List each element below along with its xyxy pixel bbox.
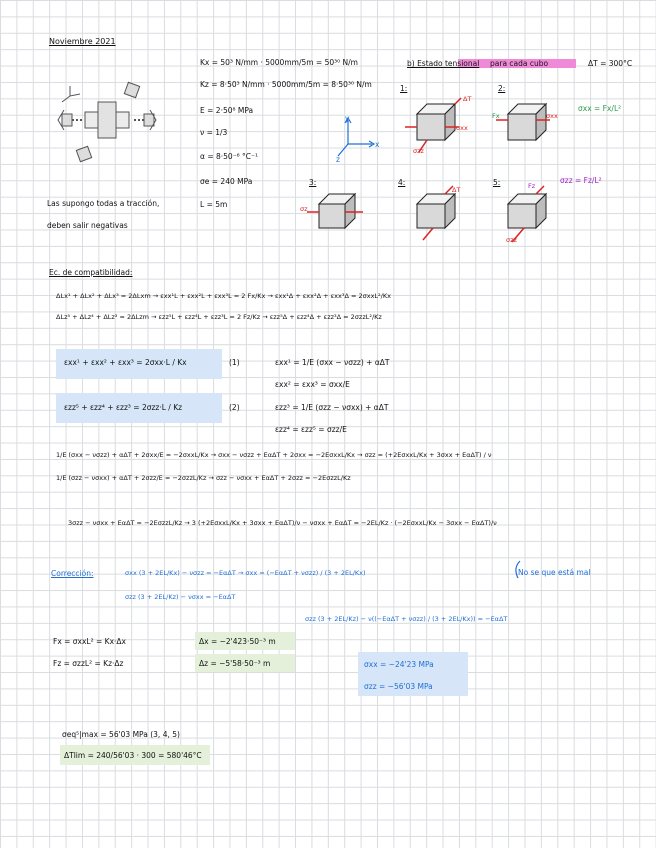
strain-2: εxx² = εxx³ = σxx/E (275, 380, 350, 389)
boxed-eq-2: εzz⁵ + εzz⁴ + εzz³ = 2σzz·L / Kz (64, 403, 183, 412)
compat-title: Ec. de compatibilidad: (49, 268, 133, 277)
strain-4: εzz⁴ = εzz⁵ = σzz/E (275, 425, 347, 434)
boxed-eq-1: εxx¹ + εxx² + εxx³ = 2σxx·L / Kx (64, 358, 187, 367)
boxed-eq-1-tag: (1) (229, 358, 240, 367)
given-sigma-e: σe = 240 MPa (200, 177, 253, 186)
cube2-equation: σxx = Fx/L² (578, 104, 622, 113)
cube2-sxx: σxx (546, 112, 558, 120)
force-z: Fz = σzzL² = Kz·Δz (53, 659, 124, 668)
cube4-dt: ΔT (452, 186, 461, 194)
force-z-result: Δz = −5'58·50⁻³ m (199, 659, 271, 668)
cube-3 (305, 190, 375, 240)
cube-4 (405, 186, 475, 242)
correction-3: σzz (3 + 2EL/Kz) − ν((−EαΔT + νσzz) / (3 + 2EL/Kx)) = −EαΔT (305, 615, 508, 623)
cube1-sxx: σxx (456, 124, 468, 132)
given-L: L = 5m (200, 200, 228, 209)
date-heading: Noviembre 2021 (49, 37, 116, 46)
cube-label-5: 5: (493, 178, 501, 187)
strain-1: εxx¹ = 1/E (σxx − νσzz) + αΔT (275, 358, 390, 367)
cube3-sz: σz (300, 205, 308, 213)
derivation-3: 3σzz − νσxx + EαΔT = −2EσzzL/Kz → 3 (+2EσxxL/Kx + 3σxx + EαΔT)/ν − νσxx + EαΔT = −2EL/Kz · (−2EσxxL/Kx − 3σxx − EαΔT)/ν (68, 519, 497, 527)
remark-bracket (512, 560, 522, 580)
axis-x-label: x (375, 140, 380, 149)
cube-label-4: 4: (398, 178, 406, 187)
cube-2 (496, 96, 566, 156)
cube5-szz: σzz (506, 236, 517, 244)
cube-label-2: 2: (498, 84, 506, 93)
compat-line-1: ΔLx¹ + ΔLx² + ΔLx³ = 2ΔLxm → εxx¹L + εxx²L + εxx³L = 2 Fx/Kx → εxx¹Δ + εxx²Δ + εxx³Δ = 2σxxL²/Kx (56, 292, 391, 300)
assembly-sketch (40, 74, 180, 166)
strain-3: εzz³ = 1/E (σzz − νσxx) + αΔT (275, 403, 389, 412)
derivation-1: 1/E (σxx − νσzz) + αΔT + 2σxx/E = −2σxxL/Kx → σxx − νσzz + EαΔT + 2σxx = −2EσxxL/Kx → σzz = (+2EσxxL/Kx + 3σxx + EαΔT) / ν (56, 451, 492, 459)
axis-y-label: y (345, 114, 350, 123)
given-alpha: α = 8·50⁻⁶ °C⁻¹ (200, 152, 258, 161)
boxed-eq-2-tag: (2) (229, 403, 240, 412)
stress-title-prefix: b) Estado tensional (407, 59, 480, 68)
given-nu: ν = 1/3 (200, 128, 228, 137)
final-dt-lim: ΔTlim = 240/56'03 · 300 = 580'46°C (64, 751, 202, 760)
correction-label: Corrección: (51, 569, 94, 578)
cube-label-3: 3: (309, 178, 317, 187)
cube2-fx: Fx (492, 112, 500, 120)
final-seq: σeq⁵|max = 56'03 MPa (3, 4, 5) (62, 730, 180, 739)
given-kx: Kx = 50³ N/mm · 5000mm/5m = 50³⁰ N/m (200, 58, 358, 67)
compat-line-2: ΔLz⁵ + ΔLz⁴ + ΔLz³ = 2ΔLzm → εzz⁵L + εzz⁴L + εzz³L = 2 Fz/Kz → εzz⁵Δ + εzz⁴Δ + εzz³Δ = 2σzzL²/Kz (56, 313, 382, 321)
given-E: E = 2·50⁸ MPa (200, 106, 254, 115)
result-szz: σzz = −56'03 MPa (364, 682, 433, 691)
correction-1: σxx (3 + 2EL/Kx) − νσzz = −EαΔT → σxx = (−EαΔT + νσzz) / (3 + 2EL/Kx) (125, 569, 366, 577)
force-x: Fx = σxxL² = Kx·Δx (53, 637, 126, 646)
cube5-equation: σzz = Fz/L² (560, 176, 602, 185)
correction-2: σzz (3 + 2EL/Kz) − νσxx = −EαΔT (125, 593, 236, 601)
force-x-result: Δx = −2'423·50⁻³ m (199, 637, 276, 646)
derivation-2: 1/E (σzz − νσxx) + αΔT + 2σzz/E = −2σzzL/Kz → σzz − νσxx + EαΔT + 2σzz = −2EσzzL/Kz (56, 474, 351, 482)
given-kz: Kz = 8·50³ N/mm · 5000mm/5m = 8·50³⁰ N/m (200, 80, 372, 89)
cube1-dt: ΔT (463, 95, 472, 103)
cube-label-1: 1: (400, 84, 408, 93)
cube5-fz: Fz (528, 182, 536, 190)
note-line-2: deben salir negativas (47, 221, 128, 230)
stress-title-suffix: ΔT = 300°C (588, 59, 633, 68)
axis-z-label: z (336, 155, 340, 164)
result-sxx: σxx = −24'23 MPa (364, 660, 434, 669)
stress-title-highlight: para cada cubo (490, 59, 549, 68)
correction-remark: No se que está mal (518, 568, 591, 577)
note-line-1: Las supongo todas a tracción, (47, 199, 160, 208)
cube1-szz: σzz (413, 147, 424, 155)
